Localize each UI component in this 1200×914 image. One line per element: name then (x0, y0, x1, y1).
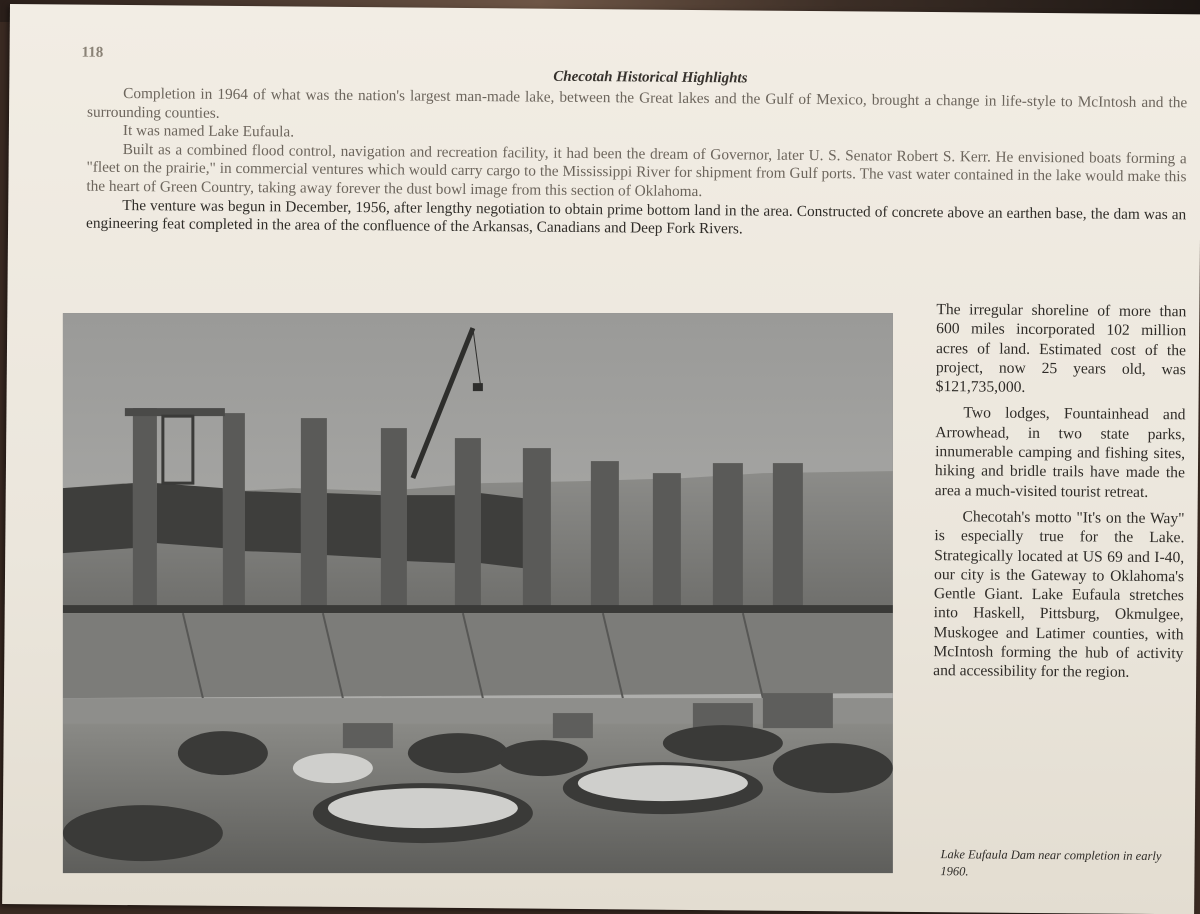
paragraph: The venture was begun in December, 1956, after lengthy negotiation to obtain prime bottom land in the area. Constructed of concrete above an earthen base, the dam was an engineering feat completed in the area of the confluence of the Arkansas, Canadians and Deep Fork Rivers. (86, 196, 1187, 238)
side-paragraph: The irregular shoreline of more than 600 miles incorporated 102 million acres of land. Estimated cost of the project, now 25 years old, was $121,735,000. (935, 301, 1187, 397)
side-paragraph: Two lodges, Fountainhead and Arrowhead, in two state parks, innumerable camping and fishing sites, hiking and bridle trails have made the area a much-visited tourist retreat. (934, 404, 1186, 501)
paragraph: Built as a combined flood control, navigation and recreation facility, it had been the dream of Governor, later U. S. Senator Robert S. Kerr. He envisioned boats forming a "fleet on the prairie," in commercial ventures which would carry cargo to the Mississippi River for shipment from Gulf ports. The vast water contained in the lake would make this the heart of Green Country, taking away forever the dust bowl image from this section of Oklahoma. (86, 140, 1187, 201)
running-head: Checotah Historical Highlights (553, 68, 748, 87)
side-column (933, 300, 1186, 690)
side-paragraph: Checotah's motto "It's on the Way" is especially true for the Lake. Strategically located at US 69 and I-40, our city is the Gateway to Oklahoma's Gentle Giant. Lake Eufaula stretches into Haskell, Pittsburg, Okmulgee, Muskogee and Latimer counties, with McIntosh forming the hub of activity and accessibility for the region. (933, 508, 1185, 682)
book-page (2, 4, 1200, 914)
photo-caption: Lake Eufaula Dam near completion in early 1960. (940, 847, 1162, 879)
main-text (86, 85, 1187, 243)
dam-photograph (63, 313, 893, 873)
paragraph: Completion in 1964 of what was the nation's largest man-made lake, between the Great lakes and the Gulf of Mexico, brought a change in life-style to McIntosh and the surrounding counties. (86, 84, 1188, 122)
page-number: 118 (81, 44, 104, 61)
paragraph: It was named Lake Eufaula. (122, 122, 295, 141)
